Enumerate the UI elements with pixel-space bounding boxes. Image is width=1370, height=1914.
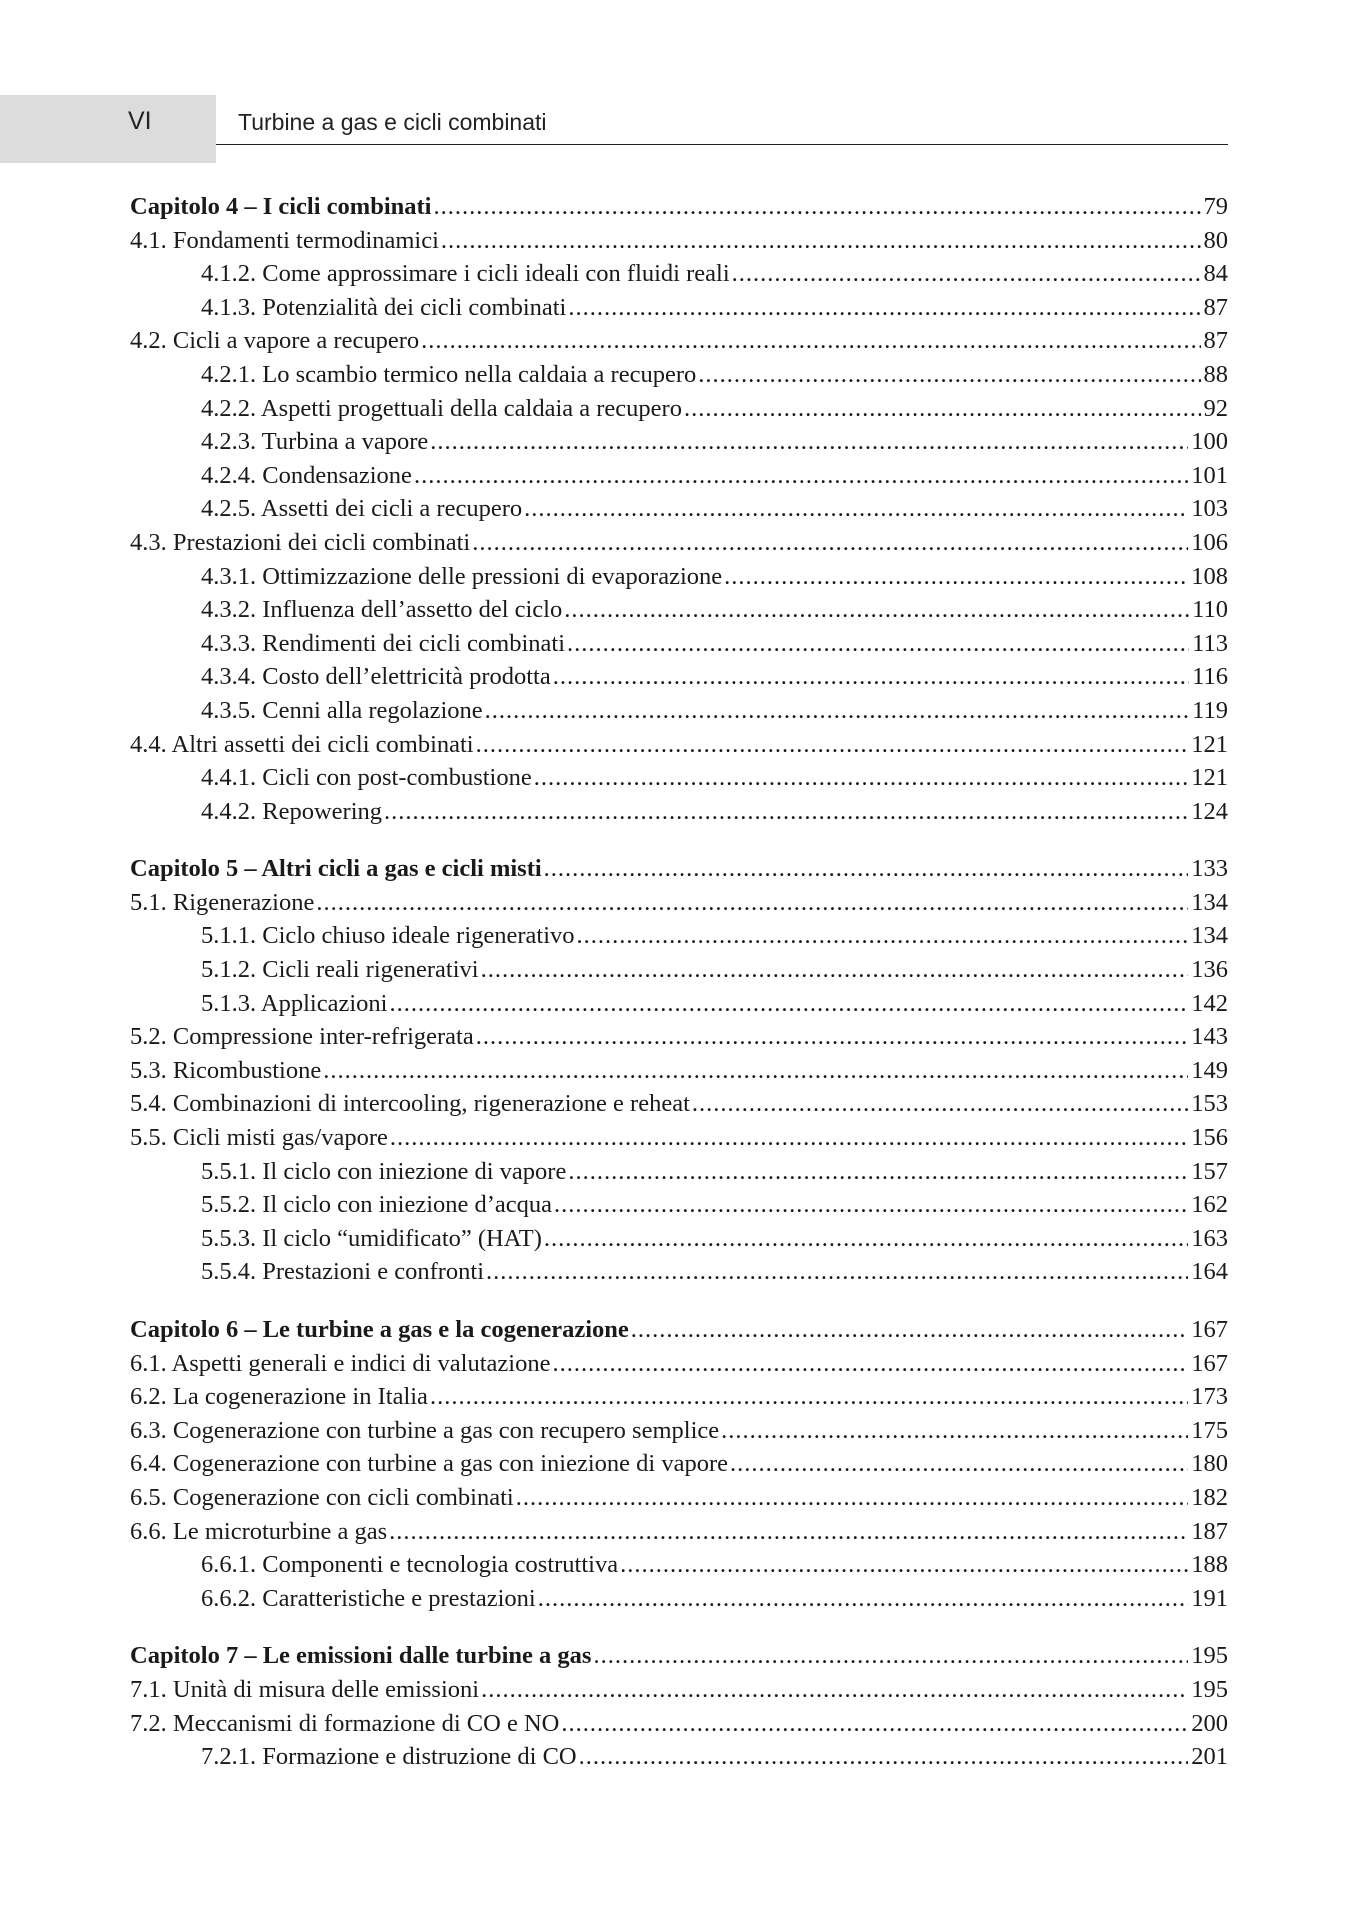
toc-entry[interactable] [130, 392, 1228, 426]
toc-chapter-entry[interactable] [130, 1639, 1228, 1673]
toc-entry[interactable] [130, 1020, 1228, 1054]
toc-entry-page: 173 [1191, 1383, 1228, 1411]
toc-entry[interactable] [130, 1447, 1228, 1481]
table-of-contents [130, 190, 1228, 1774]
toc-entry-page: 157 [1191, 1157, 1228, 1185]
toc-entry-title: 5.1.1. Ciclo chiuso ideale rigenerativo [201, 922, 575, 950]
toc-entry-title: 4.3. Prestazioni dei cicli combinati [130, 528, 471, 556]
dot-leader [684, 392, 1201, 426]
dot-leader [692, 1087, 1188, 1121]
toc-entry-title: 5.1.2. Cicli reali rigenerativi [201, 956, 479, 984]
dot-leader [433, 190, 1200, 224]
toc-entry[interactable] [130, 1054, 1228, 1088]
toc-entry-page: 121 [1191, 730, 1228, 758]
toc-entry-title: 4.2.3. Turbina a vapore [201, 428, 429, 456]
toc-entry-page: 106 [1191, 528, 1228, 556]
toc-entry-page: 87 [1203, 327, 1228, 355]
toc-entry-page: 153 [1191, 1090, 1228, 1118]
toc-entry-title: Capitolo 6 – Le turbine a gas e la cogenerazione [130, 1316, 629, 1343]
toc-entry[interactable] [130, 1087, 1228, 1121]
toc-entry-title: 4.2.5. Assetti dei cicli a recupero [201, 495, 523, 523]
toc-entry-page: 87 [1203, 293, 1228, 321]
dot-leader [577, 919, 1189, 953]
toc-entry[interactable] [130, 987, 1228, 1021]
toc-entry-title: 5.3. Ricombustione [130, 1056, 322, 1084]
dot-leader [516, 1481, 1189, 1515]
toc-entry-page: 84 [1203, 260, 1228, 288]
toc-entry[interactable] [130, 694, 1228, 728]
toc-entry[interactable] [130, 1673, 1228, 1707]
dot-leader [538, 1582, 1189, 1616]
toc-entry[interactable] [130, 593, 1228, 627]
toc-entry-page: 163 [1191, 1224, 1228, 1252]
toc-entry-title: 6.2. La cogenerazione in Italia [130, 1383, 428, 1411]
toc-entry-page: 201 [1191, 1743, 1228, 1771]
toc-entry-title: 6.4. Cogenerazione con turbine a gas con iniezione di vapore [130, 1450, 728, 1478]
toc-entry-page: 142 [1191, 989, 1228, 1017]
toc-entry-title: 5.5.2. Il ciclo con iniezione d’acqua [201, 1191, 553, 1219]
toc-entry[interactable] [130, 257, 1228, 291]
toc-entry-page: 136 [1191, 956, 1228, 984]
dot-leader [568, 1155, 1188, 1189]
toc-entry[interactable] [130, 560, 1228, 594]
dot-leader [593, 1639, 1188, 1673]
toc-entry-title: 5.2. Compressione inter-refrigerata [130, 1023, 474, 1051]
toc-entry-title: 6.6. Le microturbine a gas [130, 1517, 388, 1545]
toc-entry-title: 5.1.3. Applicazioni [201, 989, 388, 1017]
toc-entry[interactable] [130, 291, 1228, 325]
toc-entry-title: 4.2. Cicli a vapore a recupero [130, 327, 420, 355]
toc-entry-page: 175 [1191, 1416, 1228, 1444]
toc-entry-page: 121 [1191, 764, 1228, 792]
toc-entry[interactable] [130, 1582, 1228, 1616]
toc-entry[interactable] [130, 761, 1228, 795]
dot-leader [724, 560, 1188, 594]
toc-entry[interactable] [130, 1380, 1228, 1414]
toc-entry-title: 4.3.1. Ottimizzazione delle pressioni di evaporazione [201, 562, 723, 590]
toc-entry-page: 156 [1191, 1124, 1228, 1152]
toc-entry-page: 80 [1203, 226, 1228, 254]
toc-entry-title: 4.3.4. Costo dell’elettricità prodotta [201, 663, 551, 691]
toc-entry[interactable] [130, 224, 1228, 258]
toc-entry-title: 4.4.2. Repowering [201, 797, 382, 825]
toc-entry-page: 187 [1191, 1517, 1228, 1545]
toc-entry-title: 6.3. Cogenerazione con turbine a gas con recupero semplice [130, 1416, 720, 1444]
toc-entry-page: 103 [1191, 495, 1228, 523]
toc-entry[interactable] [130, 919, 1228, 953]
toc-entry[interactable] [130, 324, 1228, 358]
dot-leader [544, 852, 1189, 886]
toc-entry-page: 149 [1191, 1056, 1228, 1084]
toc-entry-title: 4.2.1. Lo scambio termico nella caldaia a recupero [201, 360, 697, 388]
toc-entry-page: 195 [1191, 1642, 1228, 1670]
toc-entry-page: 167 [1191, 1349, 1228, 1377]
toc-entry-page: 164 [1191, 1258, 1228, 1286]
dot-leader [554, 1188, 1188, 1222]
toc-entry-page: 162 [1191, 1191, 1228, 1219]
toc-entry-title: 5.1. Rigenerazione [130, 888, 315, 916]
toc-entry[interactable] [130, 425, 1228, 459]
toc-entry-title: 4.1. Fondamenti termodinamici [130, 226, 439, 254]
toc-entry-title: 4.1.2. Come approssimare i cicli ideali con fluidi reali [201, 260, 730, 288]
dot-leader [414, 459, 1188, 493]
dot-leader [476, 1020, 1189, 1054]
header-divider [216, 144, 1228, 145]
dot-leader [389, 1515, 1188, 1549]
toc-entry[interactable] [130, 886, 1228, 920]
toc-entry-title: 5.5. Cicli misti gas/vapore [130, 1124, 388, 1152]
toc-entry[interactable] [130, 1188, 1228, 1222]
toc-entry-title: 4.3.5. Cenni alla regolazione [201, 696, 483, 724]
toc-entry-title: Capitolo 5 – Altri cicli a gas e cicli misti [130, 855, 542, 883]
toc-entry-page: 101 [1191, 461, 1228, 489]
dot-leader [698, 358, 1200, 392]
dot-leader [721, 1414, 1188, 1448]
toc-entry-title: 6.1. Aspetti generali e indici di valutazione [130, 1349, 551, 1377]
toc-entry-page: 113 [1192, 629, 1228, 657]
toc-entry-page: 191 [1191, 1584, 1228, 1612]
toc-entry[interactable] [130, 1548, 1228, 1582]
dot-leader [544, 1222, 1188, 1256]
toc-entry[interactable] [130, 492, 1228, 526]
toc-entry-title: Capitolo 7 – Le emissioni dalle turbine a gas [130, 1642, 592, 1670]
toc-entry-page: 182 [1191, 1483, 1228, 1511]
toc-entry-page: 116 [1192, 663, 1228, 691]
toc-entry[interactable] [130, 1707, 1228, 1741]
running-title: Turbine a gas e cicli combinati [238, 109, 547, 135]
toc-entry-title: 7.2.1. Formazione e distruzione di CO [201, 1743, 577, 1771]
toc-entry[interactable] [130, 459, 1228, 493]
toc-entry-page: 119 [1192, 696, 1228, 724]
dot-leader [476, 728, 1189, 762]
toc-entry-title: 6.6.2. Caratteristiche e prestazioni [201, 1584, 536, 1612]
toc-entry-title: 6.6.1. Componenti e tecnologia costruttiva [201, 1551, 619, 1579]
toc-entry[interactable] [130, 660, 1228, 694]
toc-entry-title: 5.5.1. Il ciclo con iniezione di vapore [201, 1157, 567, 1185]
toc-entry[interactable] [130, 1222, 1228, 1256]
dot-leader [441, 224, 1201, 258]
toc-entry[interactable] [130, 627, 1228, 661]
toc-entry-title: 6.5. Cogenerazione con cicli combinati [130, 1483, 514, 1511]
dot-leader [486, 1255, 1188, 1289]
toc-entry[interactable] [130, 1255, 1228, 1289]
toc-entry[interactable] [130, 953, 1228, 987]
toc-entry-title: 5.5.4. Prestazioni e confronti [201, 1258, 485, 1286]
toc-entry[interactable] [130, 1121, 1228, 1155]
dot-leader [390, 1121, 1188, 1155]
section-gap [130, 1289, 1228, 1313]
dot-leader [316, 886, 1188, 920]
toc-chapter-entry[interactable] [130, 1313, 1228, 1347]
toc-chapter-entry[interactable] [130, 852, 1228, 886]
dot-leader [732, 257, 1201, 291]
dot-leader [524, 492, 1188, 526]
dot-leader [384, 795, 1188, 829]
toc-entry-page: 133 [1191, 855, 1228, 883]
toc-entry-title: 5.5.3. Il ciclo “umidificato” (HAT) [201, 1224, 542, 1252]
toc-entry-page: 88 [1203, 360, 1228, 388]
dot-leader [430, 425, 1188, 459]
toc-entry-title: Capitolo 4 – I cicli combinati [130, 193, 432, 220]
toc-entry-page: 195 [1191, 1675, 1228, 1703]
toc-entry-page: 180 [1191, 1450, 1228, 1478]
toc-entry-title: 4.4. Altri assetti dei cicli combinati [130, 730, 474, 758]
toc-entry-title: 4.3.2. Influenza dell’assetto del ciclo [201, 596, 563, 624]
toc-entry-page: 167 [1191, 1316, 1228, 1343]
dot-leader [485, 694, 1190, 728]
toc-entry[interactable] [130, 526, 1228, 560]
toc-entry[interactable] [130, 1481, 1228, 1515]
dot-leader [553, 660, 1189, 694]
dot-leader [568, 291, 1200, 325]
toc-entry-page: 79 [1203, 193, 1228, 220]
toc-entry-title: 4.2.4. Condensazione [201, 461, 412, 489]
toc-entry-title: 5.4. Combinazioni di intercooling, rigenerazione e reheat [130, 1090, 690, 1118]
toc-entry-page: 92 [1203, 394, 1228, 422]
dot-leader [472, 526, 1188, 560]
dot-leader [561, 1707, 1188, 1741]
toc-chapter-entry[interactable] [130, 190, 1228, 224]
dot-leader [631, 1313, 1188, 1347]
toc-entry[interactable] [130, 795, 1228, 829]
toc-entry-page: 124 [1191, 797, 1228, 825]
toc-entry-title: 4.1.3. Potenzialità dei cicli combinati [201, 293, 567, 321]
page-number: VI [128, 107, 152, 135]
toc-entry-page: 134 [1191, 888, 1228, 916]
toc-entry[interactable] [130, 1155, 1228, 1189]
dot-leader [481, 953, 1189, 987]
toc-entry-title: 7.1. Unità di misura delle emissioni [130, 1675, 480, 1703]
dot-leader [421, 324, 1200, 358]
toc-entry-page: 188 [1191, 1551, 1228, 1579]
dot-leader [323, 1054, 1188, 1088]
dot-leader [430, 1380, 1188, 1414]
toc-entry[interactable] [130, 358, 1228, 392]
toc-entry-title: 4.3.3. Rendimenti dei cicli combinati [201, 629, 566, 657]
toc-entry-page: 110 [1192, 596, 1228, 624]
toc-entry-page: 200 [1191, 1709, 1228, 1737]
dot-leader [620, 1548, 1188, 1582]
toc-entry-page: 134 [1191, 922, 1228, 950]
toc-entry[interactable] [130, 1347, 1228, 1381]
dot-leader [389, 987, 1188, 1021]
toc-entry[interactable] [130, 1515, 1228, 1549]
dot-leader [534, 761, 1189, 795]
section-gap [130, 1615, 1228, 1639]
toc-entry[interactable] [130, 1414, 1228, 1448]
dot-leader [730, 1447, 1188, 1481]
dot-leader [579, 1740, 1189, 1774]
toc-entry-page: 100 [1191, 428, 1228, 456]
dot-leader [567, 627, 1189, 661]
dot-leader [552, 1347, 1188, 1381]
toc-entry[interactable] [130, 728, 1228, 762]
header-tab [0, 95, 216, 163]
toc-entry[interactable] [130, 1740, 1228, 1774]
section-gap [130, 828, 1228, 852]
toc-entry-page: 108 [1191, 562, 1228, 590]
dot-leader [564, 593, 1189, 627]
toc-entry-title: 7.2. Meccanismi di formazione di CO e NO [130, 1709, 560, 1737]
toc-entry-page: 143 [1191, 1023, 1228, 1051]
dot-leader [481, 1673, 1188, 1707]
toc-entry-title: 4.4.1. Cicli con post-combustione [201, 764, 532, 792]
toc-entry-title: 4.2.2. Aspetti progettuali della caldaia a recupero [201, 394, 682, 422]
